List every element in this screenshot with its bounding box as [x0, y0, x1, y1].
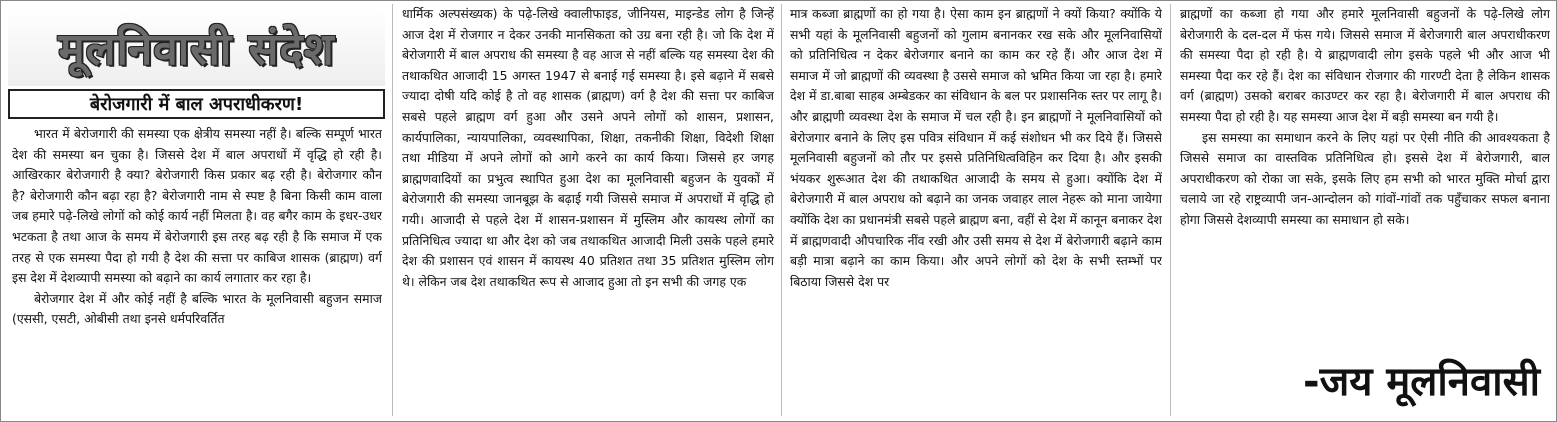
article-column-4 [1180, 4, 1550, 344]
paragraph: ब्राह्मणों का कब्जा हो गया और हमारे मूलनिवासी बहुजनों के पढ़े-लिखे लोग बेरोजगारी के दल-दल में फंस गये। जिससे समाज में बेरोजगारी बाल अपराधीकरण की समस्या पैदा हो रही है। ये ब्राह्मणवादी लोग इसके पहले भी और आज भी समस्या पैदा कर रहे हैं। देश का संविधान रोजगार की गारण्टी देता है लेकिन शासक वर्ग (ब्राह्मण) उसको बराबर काउण्टर कर रहा है। बेरोजगारी में बाल अपराध की समस्या पैदा हो रही है। यह समस्या आज देश में बड़ी समस्या बन गयी है। [1180, 6, 1550, 124]
paragraph: मात्र कब्जा ब्राह्मणों का हो गया है। ऐसा काम इन ब्राह्मणों ने क्यों किया? क्योंकि ये सभी यहां के मूलनिवासी बहुजनों को गुलाम बनानकर रख सके और मूलनिवासियों को प्रतिनिधित्व न देकर बेरोजगार बनाने का काम कर रहे हैं। और आज देश में समाज में जो ब्राह्मणों की व्यवस्था है उससे समाज को भ्रमित किया जा रहा है। हमारे देश में डा.बाबा साहब अम्बेडकर का संविधान के बल पर प्रशासनिक स्तर पर लागू है। और ब्राह्मणी व्यवस्था देश के समाज में चल रही है। इन ब्राह्मणों ने मूलनिवासियों को बेरोजगार बनाने के लिए इस पवित्र संविधान में कई संशोधन भी कर दिये हैं। जिससे मूलनिवासी बहुजनों को तौर पर इससे प्रतिनिधित्वविहिन कर दिया है। और इसकी भंयकर शुरूआत देश की तथाकथित आजादी के समय से हुआ। क्योंकि देश में बेरोजगारी में बाल अपराध को बढ़ाने का जनक जवाहर लाल नेहरू को माना जायेगा क्योंकि देश का प्रधानमंत्री सबसे पहले ब्राह्मण बना, वहीं से देश में कानून बनाकर देश में ब्राह्मणवादी औपचारिक नींव रखी और उसी समय से देश में बेरोजगारी बढ़ाने काम बड़ी मात्रा बढ़ाने का काम किया। और अपने लोगों को देश के सभी स्तम्भों पर बिठाया जिससे देश पर [790, 6, 1162, 289]
masthead-title: मूलनिवासी संदेश [58, 24, 335, 75]
masthead-banner [8, 8, 385, 86]
article-column-1 [12, 124, 382, 420]
paragraph: धार्मिक अल्पसंख्यक) के पढ़े-लिखे क्वालीफाइड, जीनियस, माइन्डेड लोग है जिन्हें आज देश में रोजगार न देकर उनकी मानसिकता को उग्र बना रही है। जो कि देश में बेरोजगारी में बाल अपराध की समस्या है वह आज से नहीं बल्कि यह समस्या देश की तथाकथित आजादी 15 अगस्त 1947 से बनाई गई समस्या है। इसे बढ़ाने में सबसे ज्यादा दोषी यदि कोई है तो वह शासक (ब्राह्मण) वर्ग है देश की सत्ता पर काबिज सबसे पहले ब्राह्मण वर्ग हुआ और उसने अपने लोगों को शासन, प्रशासन, कार्यपालिका, न्यायपालिका, व्यवस्थापिका, शिक्षा, तकनीकी शिक्षा, विदेशी शिक्षा तथा मीडिया में अपने लोगों को आगे करने का कार्य किया। जिससे हर जगह ब्राह्मणवादियों का प्रभुत्व स्थापित हुआ देश का मूलनिवासी बहुजन के युवकों में बेरोजगारी की समस्या जानबूझ के बढ़ाई गयी जिससे समाज में अपराधों में वृद्धि हो गयी। आजादी से पहले देश में शासन-प्रशासन में मुस्लिम और कायस्थ लोगों का प्रतिनिधित्व ज्यादा था और देश को जब तथाकथित आजादी मिली उसके पहले हमारे देश की प्रशासन एवं शासन में कायस्थ 40 प्रतिशत तथा 35 प्रतिशत मुस्लिम लोग थे। लेकिन जब देश तथाकथित रूप से आजाद हुआ तो इन सभी की जगह एक [402, 6, 774, 289]
signature: -जय मूलनिवासी [1302, 359, 1540, 405]
headline-box [8, 89, 385, 119]
article-column-2 [402, 4, 774, 420]
article-column-3 [790, 4, 1162, 420]
paragraph: भारत में बेरोजगारी की समस्या एक क्षेत्रीय समस्या नहीं है। बल्कि सम्पूर्ण भारत देश की समस्या बन चुका है। जिससे देश में बाल अपराधों में वृद्धि हो रही है। आखिरकार बेरोजगारी है क्या? बेरोजगारी किस प्रकार बढ़ रही है। बेरोजगार कौन है? बेरोजगारी कौन बढ़ा रहा है? बेरोजगारी नाम से स्पष्ट है बिना किसी काम वाला जब हमारे पढ़े-लिखे लोगों को कोई कार्य नहीं मिलता है। वह बगैर काम के इधर-उधर भटकता है तथा आज के समय में बेरोजगारी इस तरह बढ़ रही है कि समाज में एक तरह से एक समस्या पैदा हो गयी है देश की सत्ता पर काबिज शासक (ब्राह्मण) वर्ग इस देश में देशव्यापी समस्या को बढ़ाने का कार्य लगातार कर रहा है। [12, 126, 382, 286]
article-headline: बेरोजगारी में बाल अपराधीकरण! [89, 94, 304, 115]
paragraph: बेरोजगार देश में और कोई नहीं है बल्कि भारत के मूलनिवासी बहुजन समाज (एससी, एसटी, ओबीसी तथा इनसे धर्मपरिवर्तित [12, 290, 382, 327]
paragraph: इस समस्या का समाधान करने के लिए यहां पर ऐसी नीति की आवश्यकता है जिससे समाज का वास्तविक प्रतिनिधित्व हो। इससे देश में बेरोजगारी, बाल अपराधीकरण को रोका जा सके, इसके लिए हम सभी को भारत मुक्ति मोर्चा द्वारा चलाये जा रहे राष्ट्रव्यापी जन-आन्दोलन को गांवों-गांवों तक पहुँचाकर सफल बनाना होगा जिससे देशव्यापी समस्या का समाधान हो सके। [1180, 129, 1550, 227]
column-divider [781, 4, 782, 416]
column-divider [392, 4, 393, 416]
column-divider [1170, 4, 1171, 416]
